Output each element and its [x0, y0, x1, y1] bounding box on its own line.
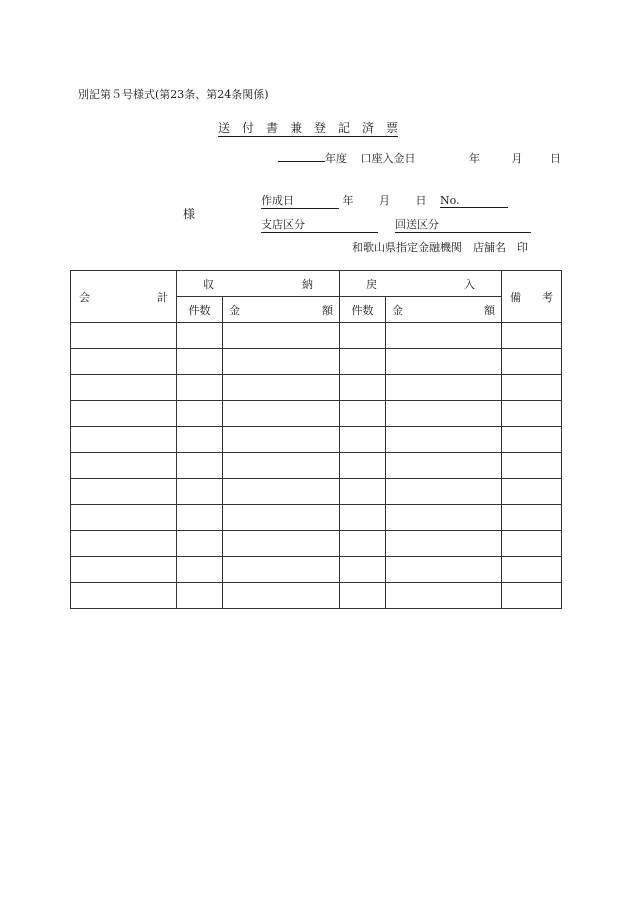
kingaku-header-shuno: 金 額 [223, 297, 340, 323]
table-cell[interactable] [71, 375, 177, 401]
table-cell[interactable] [340, 505, 386, 531]
table-cell[interactable] [386, 349, 502, 375]
table-cell[interactable] [386, 323, 502, 349]
table-cell[interactable] [71, 349, 177, 375]
table-cell[interactable] [502, 479, 562, 505]
kaikei-header: 会 計 [71, 271, 177, 323]
table-row [71, 557, 562, 583]
biko-header: 備 考 [502, 271, 562, 323]
entry-rows [71, 323, 562, 609]
table-cell[interactable] [340, 583, 386, 609]
table-cell[interactable] [340, 479, 386, 505]
table-cell[interactable] [386, 401, 502, 427]
table-cell[interactable] [340, 401, 386, 427]
created-label: 作成日 [261, 192, 339, 209]
table-cell[interactable] [340, 323, 386, 349]
table-cell[interactable] [223, 401, 340, 427]
ledger-table [70, 270, 562, 609]
kensu-header-shuno: 件数 [177, 297, 223, 323]
table-cell[interactable] [386, 505, 502, 531]
table-cell[interactable] [223, 557, 340, 583]
table-cell[interactable] [177, 479, 223, 505]
table-cell[interactable] [502, 323, 562, 349]
table-cell[interactable] [502, 583, 562, 609]
table-cell[interactable] [71, 479, 177, 505]
table-cell[interactable] [177, 583, 223, 609]
created-month: 月 [379, 194, 390, 207]
year-label: 年 [469, 152, 480, 165]
table-row [71, 505, 562, 531]
table-cell[interactable] [177, 531, 223, 557]
table-row [71, 375, 562, 401]
institution-line: 和歌山県指定金融機関 店舗名 印 [352, 241, 528, 254]
day-label: 日 [550, 152, 561, 165]
branch-label: 支店区分 [261, 216, 378, 233]
table-cell[interactable] [386, 453, 502, 479]
table-cell[interactable] [71, 557, 177, 583]
table-cell[interactable] [223, 323, 340, 349]
table-cell[interactable] [223, 453, 340, 479]
table-cell[interactable] [340, 557, 386, 583]
table-cell[interactable] [71, 427, 177, 453]
table-cell[interactable] [71, 531, 177, 557]
table-cell[interactable] [386, 479, 502, 505]
table-cell[interactable] [71, 453, 177, 479]
number-label: No. [440, 194, 460, 207]
table-row [71, 349, 562, 375]
table-cell[interactable] [223, 583, 340, 609]
table-cell[interactable] [340, 531, 386, 557]
table-cell[interactable] [71, 401, 177, 427]
table-cell[interactable] [502, 557, 562, 583]
table-cell[interactable] [223, 531, 340, 557]
table-cell[interactable] [386, 427, 502, 453]
table-cell[interactable] [177, 505, 223, 531]
document-title: 送 付 書 兼 登 記 済 票 [218, 121, 399, 135]
table-cell[interactable] [502, 505, 562, 531]
account-date-label: 口座入金日 [360, 152, 416, 165]
table-row [71, 583, 562, 609]
fiscal-year-line [278, 150, 561, 166]
table-cell[interactable] [502, 375, 562, 401]
branch-line [261, 216, 531, 233]
table-cell[interactable] [340, 427, 386, 453]
kingaku-header-reinyu: 金 額 [386, 297, 502, 323]
table-cell[interactable] [177, 401, 223, 427]
created-year: 年 [342, 194, 354, 207]
table-cell[interactable] [177, 453, 223, 479]
created-day: 日 [415, 194, 427, 207]
table-cell[interactable] [340, 453, 386, 479]
table-cell[interactable] [71, 505, 177, 531]
table-cell[interactable] [223, 427, 340, 453]
month-label: 月 [511, 152, 523, 165]
kensu-header-reinyu: 件数 [340, 297, 386, 323]
table-cell[interactable] [177, 557, 223, 583]
table-cell[interactable] [502, 531, 562, 557]
table-row [71, 401, 562, 427]
table-cell[interactable] [340, 349, 386, 375]
table-row [71, 479, 562, 505]
table-cell[interactable] [502, 401, 562, 427]
table-cell[interactable] [502, 427, 562, 453]
table-cell[interactable] [223, 479, 340, 505]
created-date-line [261, 192, 508, 209]
table-cell[interactable] [502, 349, 562, 375]
table-cell[interactable] [502, 453, 562, 479]
table-cell[interactable] [386, 375, 502, 401]
nendo-label: 年度 [325, 152, 347, 165]
table-cell[interactable] [177, 349, 223, 375]
table-cell[interactable] [177, 375, 223, 401]
table-cell[interactable] [386, 557, 502, 583]
table-cell[interactable] [177, 323, 223, 349]
table-cell[interactable] [71, 323, 177, 349]
table-cell[interactable] [386, 583, 502, 609]
table-row [71, 531, 562, 557]
table-row [71, 453, 562, 479]
table-cell[interactable] [386, 531, 502, 557]
table-cell[interactable] [71, 583, 177, 609]
table-cell[interactable] [223, 349, 340, 375]
recipient-sama: 様 [183, 207, 196, 221]
table-cell[interactable] [223, 505, 340, 531]
return-label: 回送区分 [395, 216, 531, 233]
table-cell[interactable] [177, 427, 223, 453]
table-cell[interactable] [340, 375, 386, 401]
table-row [71, 427, 562, 453]
form-reference: 別記第５号様式(第23条、第24条関係) [78, 88, 269, 101]
shuno-header: 収 納 [177, 271, 340, 297]
table-row [71, 323, 562, 349]
reinyu-header: 戻 入 [340, 271, 502, 297]
table-cell[interactable] [223, 375, 340, 401]
